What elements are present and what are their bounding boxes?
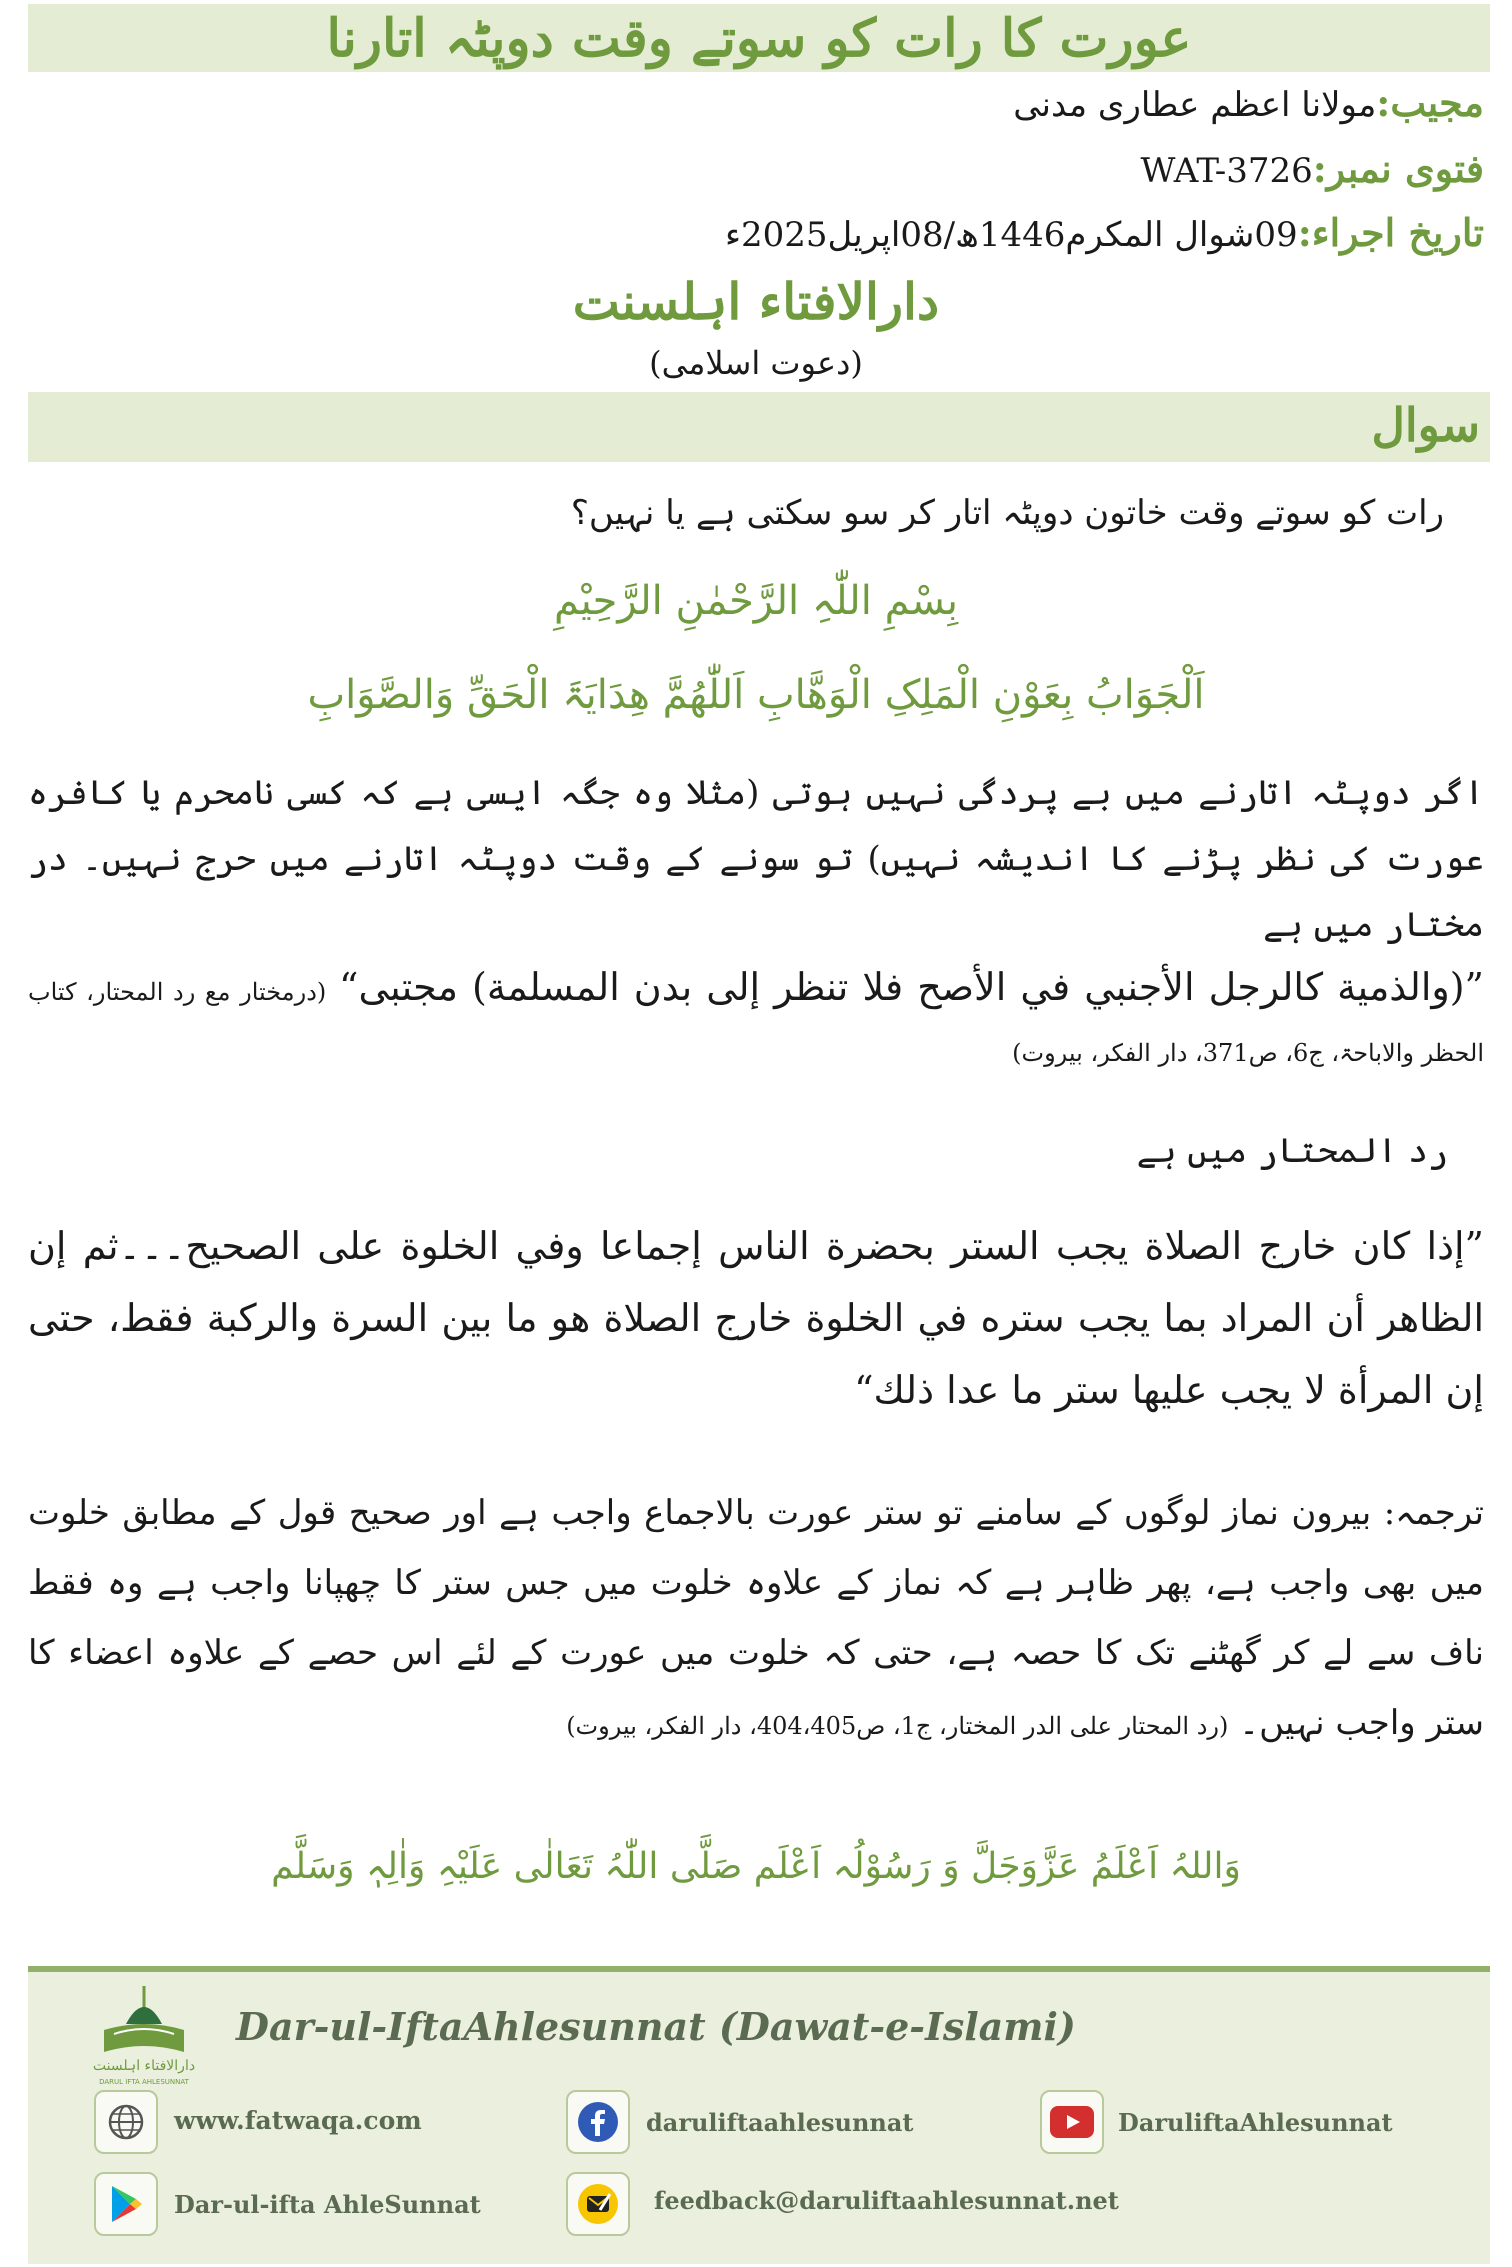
fatwa-number-label: فتوی نمبر: [1312, 146, 1484, 191]
page-title: عورت کا رات کو سوتے وقت دوپٹہ اتارنا [326, 7, 1192, 69]
fatwa-number-value: WAT-3726 [1140, 151, 1313, 191]
facebook-link[interactable]: daruliftaahlesunnat [646, 2108, 914, 2137]
question-text: رات کو سوتے وقت خاتون دوپٹہ اتار کر سو سکتی ہے یا نہیں؟ [570, 493, 1444, 533]
closing-dua: وَاللہُ اَعْلَمُ عَزَّوَجَلَّ وَ رَسُوْلُہ اَعْلَم صَلَّی اللّٰہُ تَعَالٰی عَلَیْہِ وَاٰلِہٖ وَسَلَّم [271, 1846, 1241, 1887]
dar-ul-ifta-logo-icon [74, 1978, 214, 2088]
youtube-icon [1040, 2090, 1104, 2154]
date-line [725, 210, 1484, 255]
date-label: تاریخ اجراء: [1297, 210, 1484, 255]
mujeeb-label: مجیب: [1376, 80, 1484, 125]
section-heading: سوال [1371, 398, 1480, 452]
mujeeb-line [1013, 80, 1484, 125]
feedback-email-link[interactable]: feedback@daruliftaahlesunnat.net [654, 2186, 1119, 2215]
svg-text:DARUL IFTA AHLESUNNAT: DARUL IFTA AHLESUNNAT [99, 2078, 189, 2086]
mujeeb-value: مولانا اعظم عطاری مدنی [1013, 85, 1377, 125]
radd-reference: (رد المحتار علی الدر المختار، ج1، ص404،405، دار الفکر، بیروت) [566, 1712, 1229, 1740]
institution-name: دارالافتاء اہلسنت [572, 272, 940, 331]
fatwa-number-line [1140, 146, 1484, 191]
translation-text: ترجمہ: بیرون نماز لوگوں کے سامنے تو ستر عورت بالاجماع واجب ہے اور صحیح قول کے مطابق خلوت میں بھی واجب ہے، پھر ظاہر ہے کہ نماز کے علاوہ خلوت میں جس ستر کا چھپانا واجب ہے وہ فقط ناف سے لے کر گھٹنے تک کا حصہ ہے، حتی کہ خلوت میں عورت کے لئے اس حصے کے علاوہ اعضاء کا ستر واجب نہیں۔ [28, 1493, 1484, 1743]
durr-quote-block [28, 958, 1484, 1082]
youtube-link[interactable]: DaruliftaAhlesunnat [1118, 2108, 1393, 2137]
facebook-icon [566, 2090, 630, 2154]
title-band [28, 4, 1490, 72]
website-link[interactable]: www.fatwaqa.com [174, 2106, 422, 2135]
radd-quote: ”إذا كان خارج الصلاة يجب الستر بحضرة الناس إجماعا وفي الخلوة على الصحيح۔۔۔ثم إن الظاهر أن المراد بما يجب ستره في الخلوة خارج الصلاة هو ما بين السرة والركبة فقط، حتى إن المرأة لا يجب عليها ستر ما عدا ذلك“ [28, 1224, 1484, 1412]
globe-icon [94, 2090, 158, 2154]
durr-quote: ”(والذمية كالرجل الأجنبي في الأصح فلا تنظر إلى بدن المسلمة) مجتبى“ [339, 965, 1484, 1009]
play-store-link[interactable]: Dar-ul-ifta AhleSunnat [174, 2190, 481, 2219]
translation-block [28, 1478, 1484, 1761]
svg-text:دارالافتاء اہلسنت: دارالافتاء اہلسنت [92, 2058, 196, 2074]
date-value: 09شوال المکرم1446ھ/08اپریل2025ء [724, 215, 1298, 255]
feedback-icon [566, 2172, 630, 2236]
durr-reference: (درمختار مع رد المحتار، کتاب الحظر والاباحۃ، ج6، ص371، دار الفکر، بیروت) [28, 978, 1484, 1067]
answer-opening: اَلْجَوَابُ بِعَوْنِ الْمَلِکِ الْوَھَّابِ اَللّٰھُمَّ ھِدَایَۃَ الْحَقِّ وَالصَّوَابِ [307, 672, 1205, 718]
institution-sub: (دعوت اسلامی) [649, 344, 863, 382]
bismillah: بِسْمِ اللّٰہِ الرَّحْمٰنِ الرَّحِیْمِ [553, 578, 959, 624]
answer-paragraph: اگر دوپٹہ اتارنے میں بے پردگی نہیں ہوتی (مثلا وہ جگہ ایسی ہے کہ کسی نامحرم یا کافرہ عورت کی نظر پڑنے کا اندیشہ نہیں) تو سونے کے وقت دوپٹہ اتارنے میں حرج نہیں۔ در مختار میں ہے [28, 773, 1484, 945]
play-store-icon [94, 2172, 158, 2236]
radd-intro: رد المحتار میں ہے [1136, 1131, 1448, 1171]
footer-brand: Dar-ul-IftaAhlesunnat (Dawat-e-Islami) [236, 2004, 1076, 2049]
section-band [28, 392, 1490, 462]
